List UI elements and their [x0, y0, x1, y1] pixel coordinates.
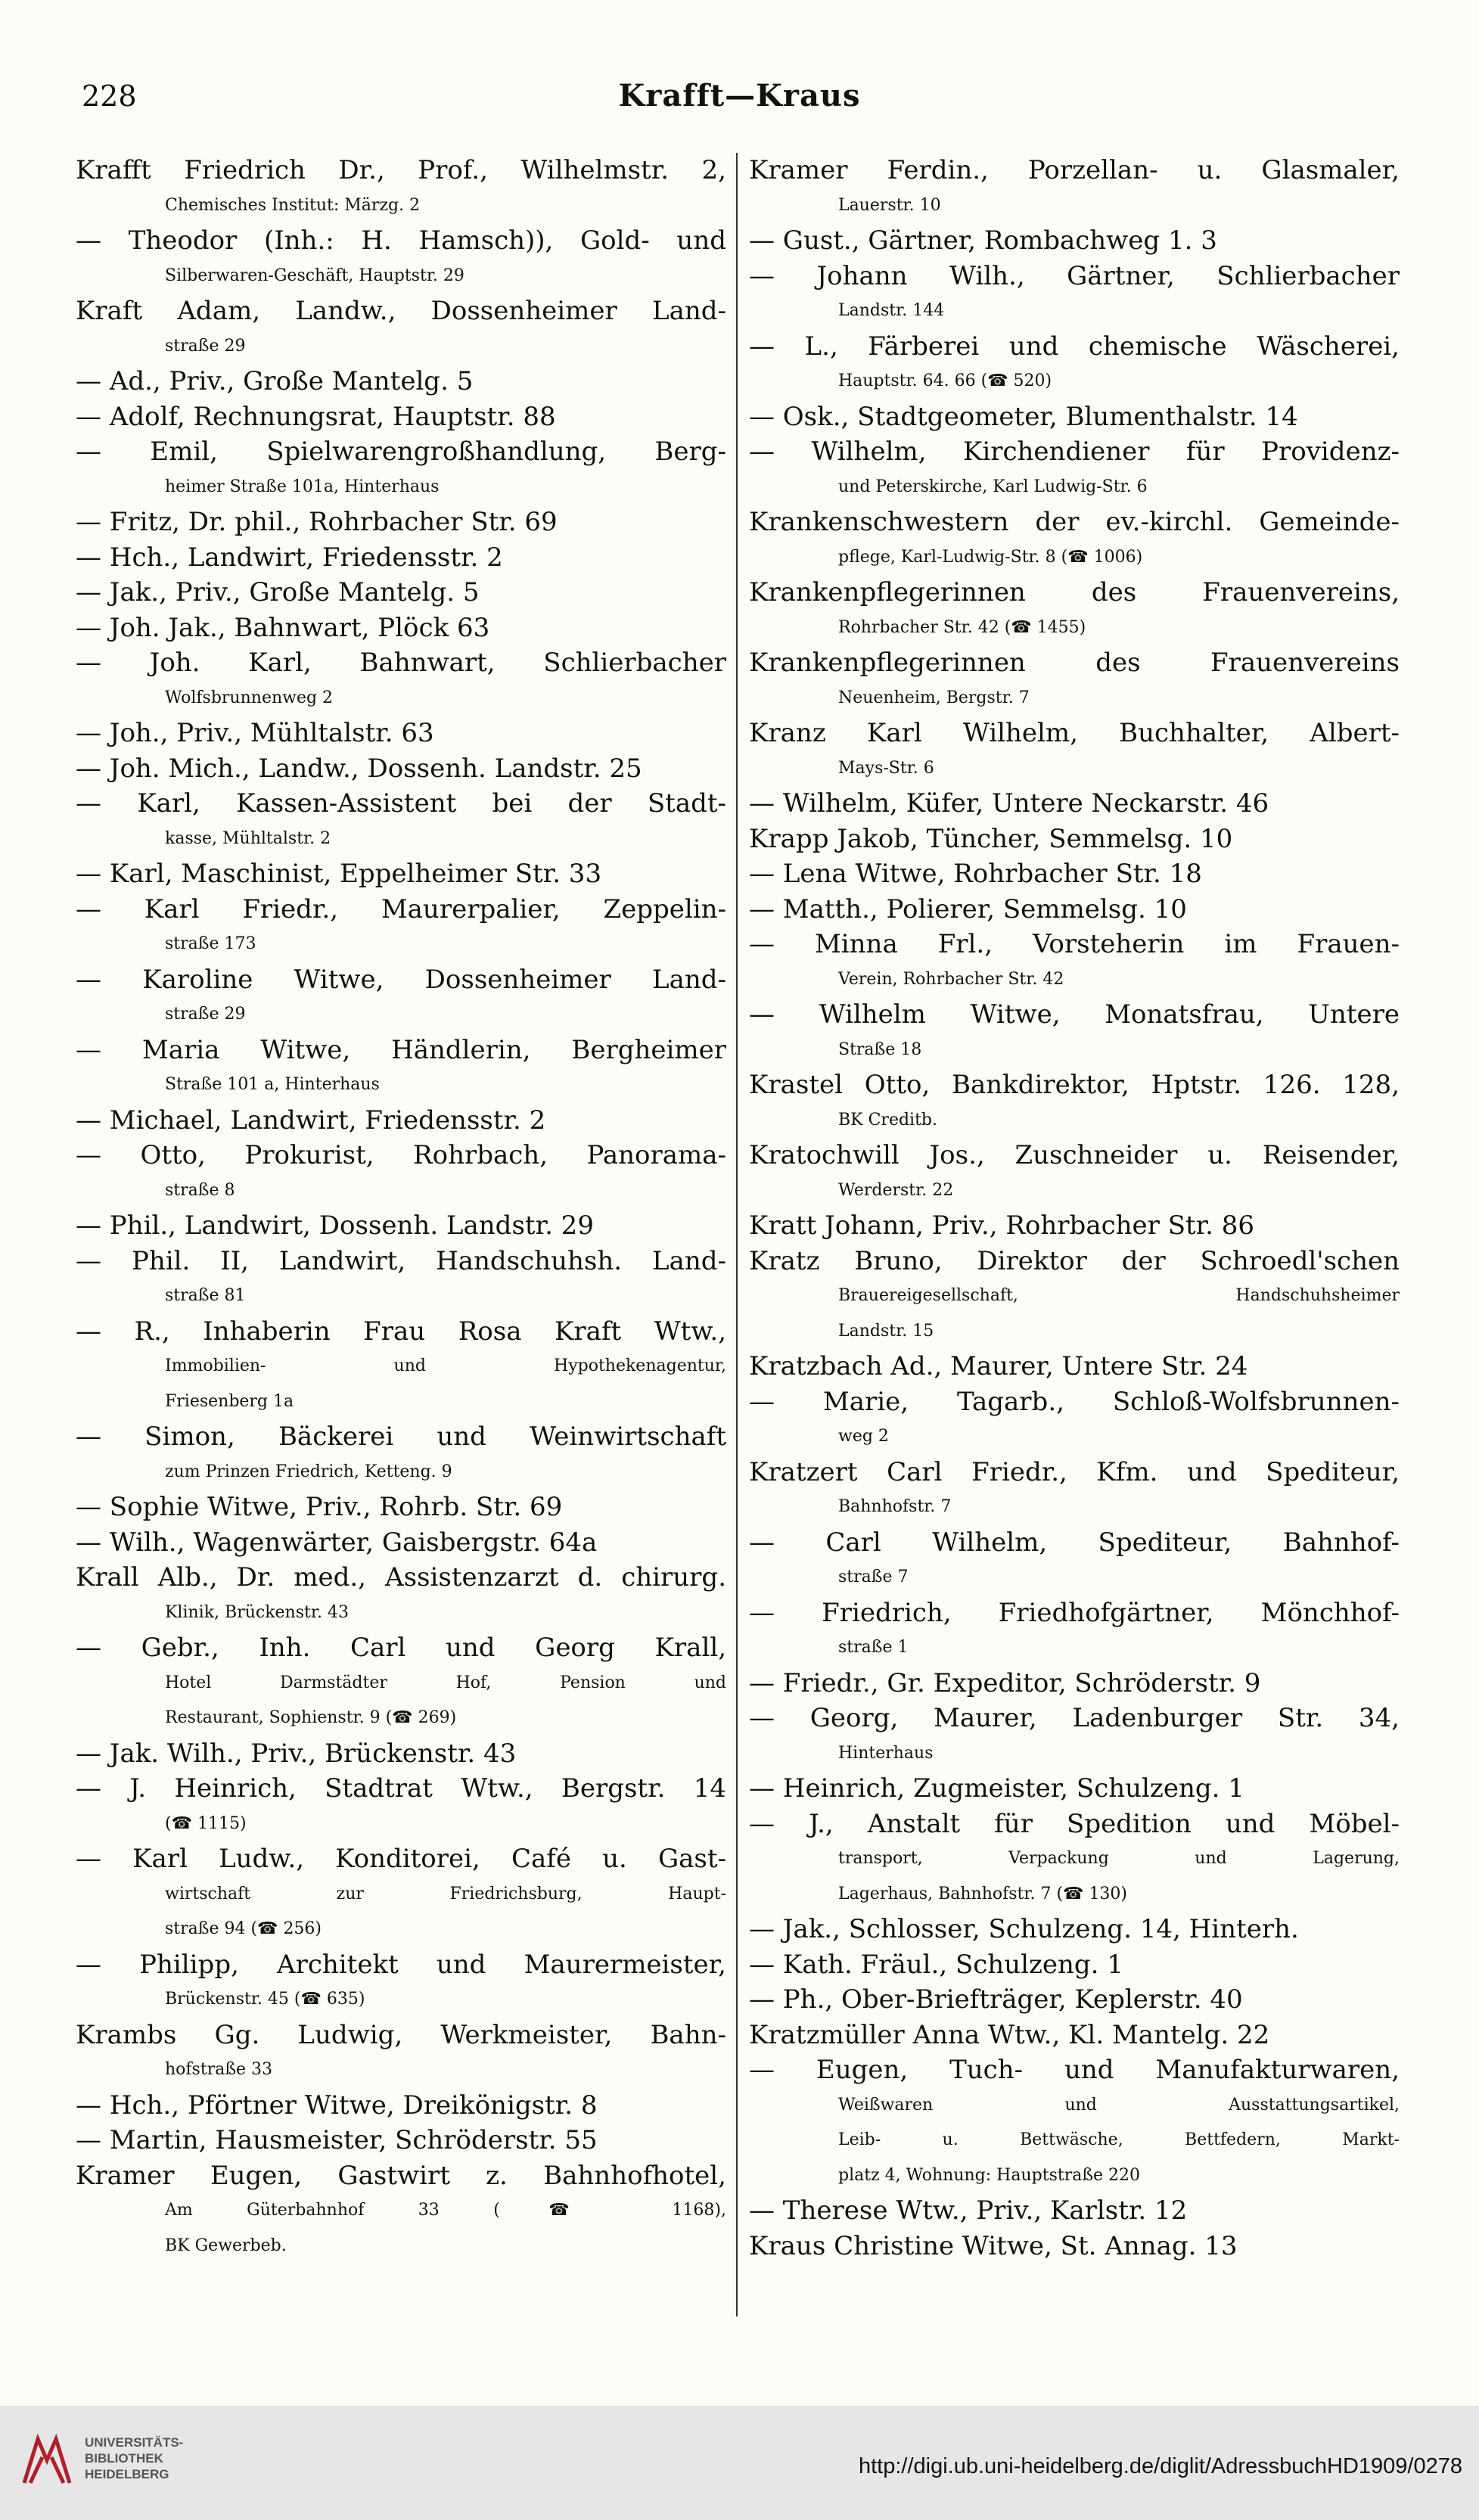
directory-entry [76, 505, 726, 540]
entry-line: — Karl Friedr., Maurerpalier, Zeppelin- [76, 893, 726, 924]
directory-entry [76, 2123, 726, 2158]
entry-line: — Georg, Maurer, Ladenburger Str. 34, [749, 1703, 1400, 1733]
entry-line: Mays-Str. 6 [838, 758, 934, 778]
directory-entry [76, 856, 726, 892]
directory-entry [749, 1525, 1400, 1596]
entry-line: straße 173 [165, 934, 256, 953]
entry-line: Bahnhofstr. 7 [838, 1497, 952, 1516]
directory-entry [76, 716, 726, 751]
entry-line: — Ad., Priv., Große Mantelg. 5 [76, 366, 474, 396]
entry-line: straße 94 (☎ 256) [165, 1919, 322, 1938]
entry-line: — Hch., Pförtner Witwe, Dreikönigstr. 8 [76, 2090, 598, 2121]
entry-line: Kratzmüller Anna Wtw., Kl. Mantelg. 22 [749, 2019, 1270, 2050]
directory-entry [76, 786, 726, 856]
entry-line: — Lena Witwe, Rohrbacher Str. 18 [749, 859, 1202, 889]
entry-line: zum Prinzen Friedrich, Ketteng. 9 [165, 1462, 452, 1481]
entry-line: Kranz Karl Wilhelm, Buchhalter, Albert- [749, 718, 1400, 748]
entry-line: — Joh. Mich., Landw., Dossenh. Landstr. 25 [76, 753, 642, 784]
entry-line: — Jak., Priv., Große Mantelg. 5 [76, 577, 480, 607]
entry-line: — Gebr., Inh. Carl und Georg Krall, [76, 1633, 726, 1663]
entry-line: — Karl, Maschinist, Eppelheimer Str. 33 [76, 859, 602, 889]
entry-line: — Jak., Schlosser, Schulzeng. 14, Hinterh. [749, 1914, 1299, 1944]
running-head: Krafft—Kraus [618, 78, 861, 113]
directory-entry [76, 153, 726, 223]
directory-entry [76, 1033, 726, 1103]
directory-entry [749, 434, 1400, 505]
entry-line: Rohrbacher Str. 42 (☎ 1455) [838, 617, 1086, 637]
directory-entry [76, 962, 726, 1033]
entry-line: — Osk., Stadtgeometer, Blumenthalstr. 14 [749, 401, 1298, 432]
entry-line: — Fritz, Dr. phil., Rohrbacher Str. 69 [76, 507, 558, 537]
entry-line: straße 7 [838, 1568, 909, 1586]
directory-entry [76, 1244, 726, 1314]
directory-entry [749, 716, 1400, 786]
directory-entry [76, 1560, 726, 1630]
entry-line: — Michael, Landwirt, Friedensstr. 2 [76, 1105, 546, 1136]
entry-line: — Adolf, Rechnungsrat, Hauptstr. 88 [76, 401, 556, 432]
entry-line: straße 29 [165, 1005, 246, 1024]
entry-line: — Hch., Landwirt, Friedensstr. 2 [76, 542, 503, 573]
directory-entry [749, 399, 1400, 435]
directory-entry [76, 2018, 726, 2088]
entry-line: Immobilien- und Hypothekenagentur, [165, 1356, 726, 1375]
entry-line: Restaurant, Sophienstr. 9 (☎ 269) [165, 1708, 457, 1727]
directory-entry [76, 2158, 726, 2264]
entry-line: — Therese Wtw., Priv., Karlstr. 12 [749, 2195, 1188, 2226]
directory-entry [749, 153, 1400, 223]
right-column [749, 153, 1400, 2332]
directory-entry [76, 751, 726, 787]
directory-entry [749, 259, 1400, 329]
directory-entry [76, 1103, 726, 1139]
directory-entry [76, 1314, 726, 1420]
entry-line: — Heinrich, Zugmeister, Schulzeng. 1 [749, 1773, 1244, 1804]
entry-line: — Phil. II, Landwirt, Handschuhsh. Land- [76, 1245, 726, 1276]
page-number: 228 [82, 79, 137, 113]
entry-line: BK Gewerbeb. [165, 2236, 287, 2255]
directory-entry [749, 1384, 1400, 1455]
directory-entry [76, 645, 726, 716]
directory-entry [76, 1419, 726, 1490]
entry-line: — Jak. Wilh., Priv., Brückenstr. 43 [76, 1738, 517, 1769]
directory-entry [749, 892, 1400, 928]
directory-entry [76, 1630, 726, 1736]
entry-line: — Kath. Fräul., Schulzeng. 1 [749, 1949, 1123, 1980]
directory-entry [749, 1771, 1400, 1807]
entry-line: Krapp Jakob, Tüncher, Semmelsg. 10 [749, 823, 1233, 854]
directory-entry [749, 1947, 1400, 1983]
entry-line: straße 1 [838, 1638, 909, 1657]
directory-entry [76, 1490, 726, 1525]
entry-line: — Phil., Landwirt, Dossenh. Landstr. 29 [76, 1210, 594, 1241]
entry-line: — Simon, Bäckerei und Weinwirtschaft [76, 1422, 726, 1452]
entry-line: — Joh., Priv., Mühltalstr. 63 [76, 718, 434, 748]
entry-line: — Wilhelm, Kirchendiener für Providenz- [749, 437, 1400, 467]
entry-line: Friesenberg 1a [165, 1391, 294, 1411]
entry-line: Kramer Eugen, Gastwirt z. Bahnhofhotel, [76, 2160, 726, 2191]
directory-entry [749, 1208, 1400, 1244]
entry-line: Krafft Friedrich Dr., Prof., Wilhelmstr. 2, [76, 155, 726, 185]
entry-line: Kratz Bruno, Direktor der Schroedl'schen [749, 1245, 1400, 1276]
directory-entry [749, 1912, 1400, 1947]
directory-entry [76, 223, 726, 294]
entry-line: Hauptstr. 64. 66 (☎ 520) [838, 371, 1052, 390]
entry-line: — Matth., Polierer, Semmelsg. 10 [749, 893, 1187, 924]
entry-line: Lauerstr. 10 [838, 195, 941, 215]
directory-entry [76, 1771, 726, 1841]
entry-line: — Ph., Ober-Briefträger, Keplerstr. 40 [749, 1984, 1243, 2015]
directory-entry [749, 1244, 1400, 1350]
entry-line: (☎ 1115) [165, 1813, 247, 1833]
entry-line: Landstr. 144 [838, 301, 945, 320]
entry-line: — Philipp, Architekt und Maurermeister, [76, 1949, 726, 1980]
directory-entry [76, 1736, 726, 1772]
directory-entry [749, 575, 1400, 645]
entry-line: BK Creditb. [838, 1110, 938, 1129]
directory-entry [76, 294, 726, 364]
entry-line: Landstr. 15 [838, 1321, 934, 1341]
directory-entry [749, 2018, 1400, 2053]
entry-line: und Peterskirche, Karl Ludwig-Str. 6 [838, 477, 1148, 496]
entry-line: Kratochwill Jos., Zuschneider u. Reisender, [749, 1140, 1400, 1170]
entry-line: Kramer Ferdin., Porzellan- u. Glasmaler, [749, 155, 1400, 185]
entry-line: Krankenpflegerinnen des Frauenvereins, [749, 577, 1400, 607]
directory-entry [749, 1701, 1400, 1771]
entry-line: Klinik, Brückenstr. 43 [165, 1602, 349, 1622]
entry-line: pflege, Karl-Ludwig-Str. 8 (☎ 1006) [838, 547, 1143, 567]
directory-entry [76, 540, 726, 576]
entry-line: — Wilhelm, Küfer, Untere Neckarstr. 46 [749, 788, 1269, 819]
directory-entry [76, 364, 726, 399]
entry-line: Kratt Johann, Priv., Rohrbacher Str. 86 [749, 1210, 1255, 1241]
entry-line: — Gust., Gärtner, Rombachweg 1. 3 [749, 225, 1217, 256]
entry-line: — Marie, Tagarb., Schloß-Wolfsbrunnen- [749, 1386, 1400, 1417]
entry-line: Silberwaren-Geschäft, Hauptstr. 29 [165, 266, 465, 285]
directory-entry [76, 575, 726, 611]
entry-line: Kratzbach Ad., Maurer, Untere Str. 24 [749, 1351, 1248, 1381]
directory-entry [749, 997, 1400, 1067]
directory-entry [749, 2052, 1400, 2193]
library-line: UNIVERSITÄTS- [85, 2435, 184, 2450]
directory-entry [749, 505, 1400, 575]
directory-entry [749, 856, 1400, 892]
entry-line: Weißwaren und Ausstattungsartikel, [838, 2095, 1400, 2115]
left-column [76, 153, 726, 2332]
entry-line: — J., Anstalt für Spedition und Möbel- [749, 1808, 1400, 1839]
directory-entry [749, 2193, 1400, 2229]
library-line: HEIDELBERG [85, 2467, 169, 2481]
directory-entry [749, 1349, 1400, 1384]
entry-line: Krankenschwestern der ev.-kirchl. Gemeinde- [749, 507, 1400, 537]
entry-line: — Wilh., Wagenwärter, Gaisbergstr. 64a [76, 1527, 598, 1558]
entry-line: Leib- u. Bettwäsche, Bettfedern, Markt- [838, 2130, 1400, 2149]
entry-line: Krambs Gg. Ludwig, Werkmeister, Bahn- [76, 2019, 726, 2050]
entry-line: — Maria Witwe, Händlerin, Bergheimer [76, 1034, 726, 1065]
entry-line: — Eugen, Tuch- und Manufakturwaren, [749, 2055, 1400, 2085]
entry-line: — Sophie Witwe, Priv., Rohrb. Str. 69 [76, 1492, 563, 1522]
entry-line: Lagerhaus, Bahnhofstr. 7 (☎ 130) [838, 1884, 1128, 1903]
entry-line: Brückenstr. 45 (☎ 635) [165, 1990, 365, 2009]
entry-line: — Carl Wilhelm, Spediteur, Bahnhof- [749, 1527, 1400, 1558]
directory-entry [76, 1525, 726, 1561]
entry-line: Straße 18 [838, 1039, 922, 1059]
entry-line: — Karl Ludw., Konditorei, Café u. Gast- [76, 1844, 726, 1874]
entry-line: Chemisches Institut: Märzg. 2 [165, 195, 421, 215]
entry-line: — R., Inhaberin Frau Rosa Kraft Wtw., [76, 1316, 726, 1347]
entry-line: — Karoline Witwe, Dossenheimer Land- [76, 964, 726, 995]
directory-entry [749, 1596, 1400, 1666]
entry-line: Krastel Otto, Bankdirektor, Hptstr. 126. 128, [749, 1070, 1400, 1100]
source-url-link[interactable]: http://digi.ub.uni-heidelberg.de/diglit/AdressbuchHD1909/0278 [858, 2454, 1462, 2478]
entry-line: — Minna Frl., Vorsteherin im Frauen- [749, 929, 1400, 959]
entry-line: Kratzert Carl Friedr., Kfm. und Spediteur, [749, 1456, 1400, 1487]
entry-line: — Karl, Kassen-Assistent bei der Stadt- [76, 788, 726, 819]
entry-line: Verein, Rohrbacher Str. 42 [838, 969, 1064, 989]
directory-entry [76, 611, 726, 646]
entry-line: Krall Alb., Dr. med., Assistenzarzt d. chirurg. [76, 1562, 726, 1592]
entry-line: straße 81 [165, 1286, 246, 1305]
directory-entry [749, 223, 1400, 259]
entry-line: Werderstr. 22 [838, 1180, 954, 1200]
directory-entry [749, 329, 1400, 399]
directory-entry [749, 1067, 1400, 1138]
entry-line: Am Güterbahnhof 33 (☎ 1168), [165, 2201, 726, 2220]
directory-entry [749, 1807, 1400, 1913]
entry-line: — Wilhelm Witwe, Monatsfrau, Untere [749, 999, 1400, 1030]
entry-line: Hinterhaus [838, 1743, 934, 1763]
entry-line: Straße 101 a, Hinterhaus [165, 1075, 380, 1094]
entry-line: Wolfsbrunnenweg 2 [165, 688, 334, 707]
directory-entry [76, 399, 726, 435]
directory-entry [76, 434, 726, 505]
directory-entry [749, 927, 1400, 997]
entry-line: — L., Färberei und chemische Wäscherei, [749, 331, 1400, 362]
entry-line: straße 8 [165, 1180, 235, 1200]
entry-line: — Johann Wilh., Gärtner, Schlierbacher [749, 260, 1400, 291]
entry-line: hofstraße 33 [165, 2060, 273, 2079]
entry-line: weg 2 [838, 1427, 889, 1446]
directory-entry [76, 1208, 726, 1244]
directory-entry [76, 1138, 726, 1208]
directory-entry [749, 822, 1400, 857]
directory-entry [749, 645, 1400, 716]
entry-line: Krankenpflegerinnen des Frauenvereins [749, 648, 1400, 678]
entry-line: kasse, Mühltalstr. 2 [165, 828, 331, 848]
directory-entry [749, 1982, 1400, 2018]
directory-entry [749, 1455, 1400, 1525]
entry-line: transport, Verpackung und Lagerung, [838, 1849, 1400, 1868]
directory-entry [76, 1947, 726, 2018]
entry-line: — Joh. Karl, Bahnwart, Schlierbacher [76, 648, 726, 678]
entry-line: straße 29 [165, 336, 246, 356]
entry-line: Neuenheim, Bergstr. 7 [838, 688, 1030, 707]
entry-line: — Friedr., Gr. Expeditor, Schröderstr. 9 [749, 1667, 1261, 1698]
entry-line: Hotel Darmstädter Hof, Pension und [165, 1673, 726, 1692]
entry-line: — Otto, Prokurist, Rohrbach, Panorama- [76, 1140, 726, 1170]
entry-line: — Friedrich, Friedhofgärtner, Mönchhof- [749, 1597, 1400, 1628]
directory-entry [749, 2229, 1400, 2264]
library-line: BIBLIOTHEK [85, 2451, 163, 2466]
entry-line: Kraus Christine Witwe, St. Annag. 13 [749, 2230, 1238, 2261]
column-divider [736, 153, 738, 2316]
directory-entry [76, 2088, 726, 2124]
entry-line: — Martin, Hausmeister, Schröderstr. 55 [76, 2125, 598, 2155]
entry-line: platz 4, Wohnung: Hauptstraße 220 [838, 2165, 1141, 2185]
entry-line: wirtschaft zur Friedrichsburg, Haupt- [165, 1884, 726, 1903]
entry-line: — Theodor (Inh.: H. Hamsch)), Gold- und [76, 225, 726, 256]
directory-entry [749, 786, 1400, 822]
directory-entry [749, 1666, 1400, 1701]
directory-entry [749, 1138, 1400, 1208]
entry-line: — Emil, Spielwarengroßhandlung, Berg- [76, 437, 726, 467]
directory-entry [76, 1841, 726, 1947]
entry-line: — J. Heinrich, Stadtrat Wtw., Bergstr. 14 [76, 1773, 726, 1804]
entry-line: Kraft Adam, Landw., Dossenheimer Land- [76, 296, 726, 326]
entry-line: heimer Straße 101a, Hinterhaus [165, 477, 440, 496]
directory-entry [76, 892, 726, 962]
library-name[interactable] [85, 2435, 183, 2482]
library-logo-icon[interactable] [17, 2430, 77, 2490]
entry-line: Brauereigesellschaft, Handschuhsheimer [838, 1286, 1400, 1305]
entry-line: — Joh. Jak., Bahnwart, Plöck 63 [76, 612, 490, 643]
